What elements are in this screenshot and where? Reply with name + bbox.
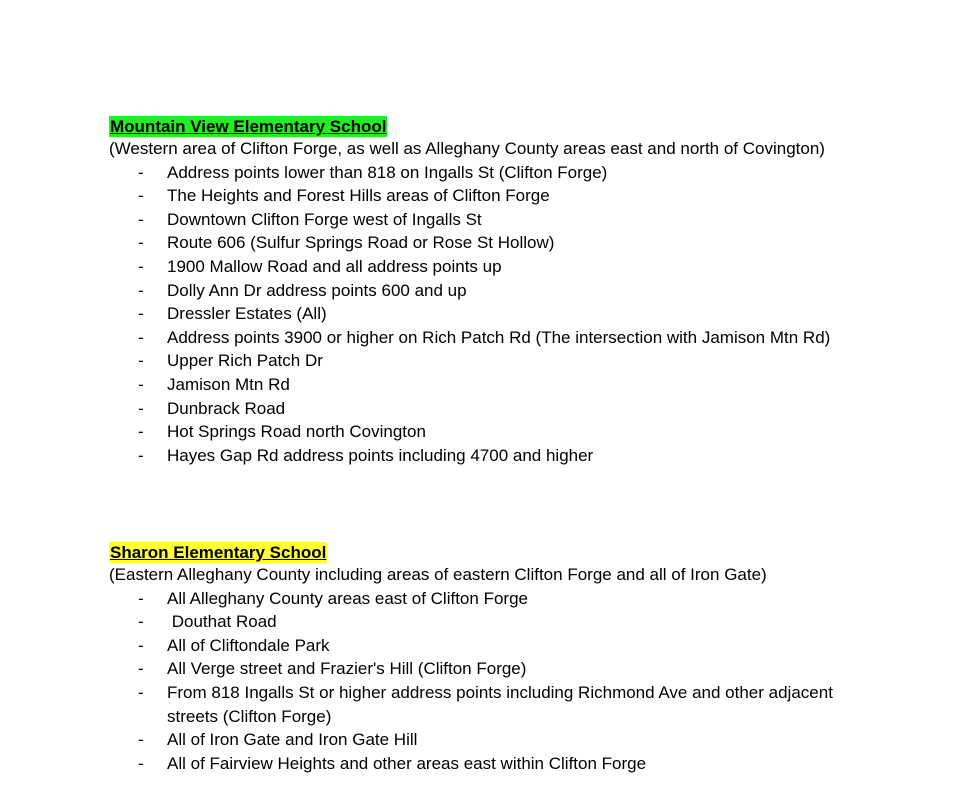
list-item-text: Route 606 (Sulfur Springs Road or Rose St Hollow) bbox=[167, 233, 555, 253]
address-list bbox=[109, 587, 909, 776]
list-item bbox=[109, 349, 877, 373]
list-item-text: Hayes Gap Rd address points including 4700 and higher bbox=[167, 445, 594, 465]
bullet-dash: - bbox=[138, 351, 144, 371]
bullet-dash: - bbox=[138, 753, 144, 773]
bullet-dash: - bbox=[138, 612, 144, 632]
list-item bbox=[109, 208, 877, 232]
list-item-text: Address points lower than 818 on Ingalls St (Clifton Forge) bbox=[167, 162, 608, 182]
section-subtitle: (Eastern Alleghany County including areas of eastern Clifton Forge and all of Iron Gate) bbox=[109, 565, 767, 584]
list-item bbox=[109, 444, 877, 468]
list-item-text: Hot Springs Road north Covington bbox=[167, 422, 426, 442]
list-item bbox=[109, 326, 927, 350]
list-item bbox=[109, 373, 877, 397]
list-item-text: 1900 Mallow Road and all address points up bbox=[167, 256, 502, 276]
list-item bbox=[109, 184, 877, 208]
list-item bbox=[109, 420, 877, 444]
list-item bbox=[109, 279, 877, 303]
address-list bbox=[109, 161, 909, 468]
list-item-text: From 818 Ingalls St or higher address points including Richmond Ave and other adjacent streets (Clifton Forge) bbox=[167, 682, 833, 726]
bullet-dash: - bbox=[138, 162, 144, 182]
list-item-text: Jamison Mtn Rd bbox=[167, 374, 290, 394]
list-item-text: All Alleghany County areas east of Clifton Forge bbox=[167, 588, 528, 608]
list-item bbox=[109, 728, 877, 752]
section-heading: Mountain View Elementary School bbox=[110, 117, 387, 136]
section-heading: Sharon Elementary School bbox=[110, 543, 327, 562]
list-item bbox=[109, 657, 877, 681]
bullet-dash: - bbox=[138, 422, 144, 442]
bullet-dash: - bbox=[138, 588, 144, 608]
list-item bbox=[109, 752, 877, 776]
bullet-dash: - bbox=[138, 233, 144, 253]
bullet-dash: - bbox=[138, 682, 144, 702]
list-item bbox=[109, 302, 877, 326]
bullet-dash: - bbox=[138, 280, 144, 300]
list-item-text: Address points 3900 or higher on Rich Patch Rd (The intersection with Jamison Mtn Rd) bbox=[167, 327, 831, 347]
bullet-dash: - bbox=[138, 398, 144, 418]
list-item bbox=[109, 231, 877, 255]
list-item bbox=[109, 161, 877, 185]
list-item bbox=[109, 681, 877, 728]
list-item-text: All of Iron Gate and Iron Gate Hill bbox=[167, 730, 418, 750]
list-item-text: Dressler Estates (All) bbox=[167, 304, 327, 324]
list-item bbox=[109, 634, 877, 658]
bullet-dash: - bbox=[138, 730, 144, 750]
bullet-dash: - bbox=[138, 209, 144, 229]
list-item-text: Downtown Clifton Forge west of Ingalls St bbox=[167, 209, 482, 229]
list-item bbox=[109, 610, 877, 634]
list-item-text: Dolly Ann Dr address points 600 and up bbox=[167, 280, 467, 300]
list-item-text: The Heights and Forest Hills areas of Clifton Forge bbox=[167, 186, 550, 206]
bullet-dash: - bbox=[138, 374, 144, 394]
list-item bbox=[109, 397, 877, 421]
bullet-dash: - bbox=[138, 635, 144, 655]
list-item-text: All of Cliftondale Park bbox=[167, 635, 330, 655]
sharon-section bbox=[109, 542, 909, 775]
bullet-dash: - bbox=[138, 304, 144, 324]
bullet-dash: - bbox=[138, 256, 144, 276]
list-item-text: Douthat Road bbox=[167, 612, 277, 632]
bullet-dash: - bbox=[138, 327, 144, 347]
list-item-text: All Verge street and Frazier's Hill (Clifton Forge) bbox=[167, 659, 527, 679]
list-item-text: All of Fairview Heights and other areas east within Clifton Forge bbox=[167, 753, 647, 773]
list-item-text: Dunbrack Road bbox=[167, 398, 286, 418]
section-subtitle: (Western area of Clifton Forge, as well as Alleghany County areas east and north of Covington) bbox=[109, 139, 825, 158]
bullet-dash: - bbox=[138, 186, 144, 206]
bullet-dash: - bbox=[138, 445, 144, 465]
list-item-text: Upper Rich Patch Dr bbox=[167, 351, 323, 371]
bullet-dash: - bbox=[138, 659, 144, 679]
list-item bbox=[109, 255, 877, 279]
list-item bbox=[109, 587, 877, 611]
mountain-view-section bbox=[109, 116, 909, 467]
